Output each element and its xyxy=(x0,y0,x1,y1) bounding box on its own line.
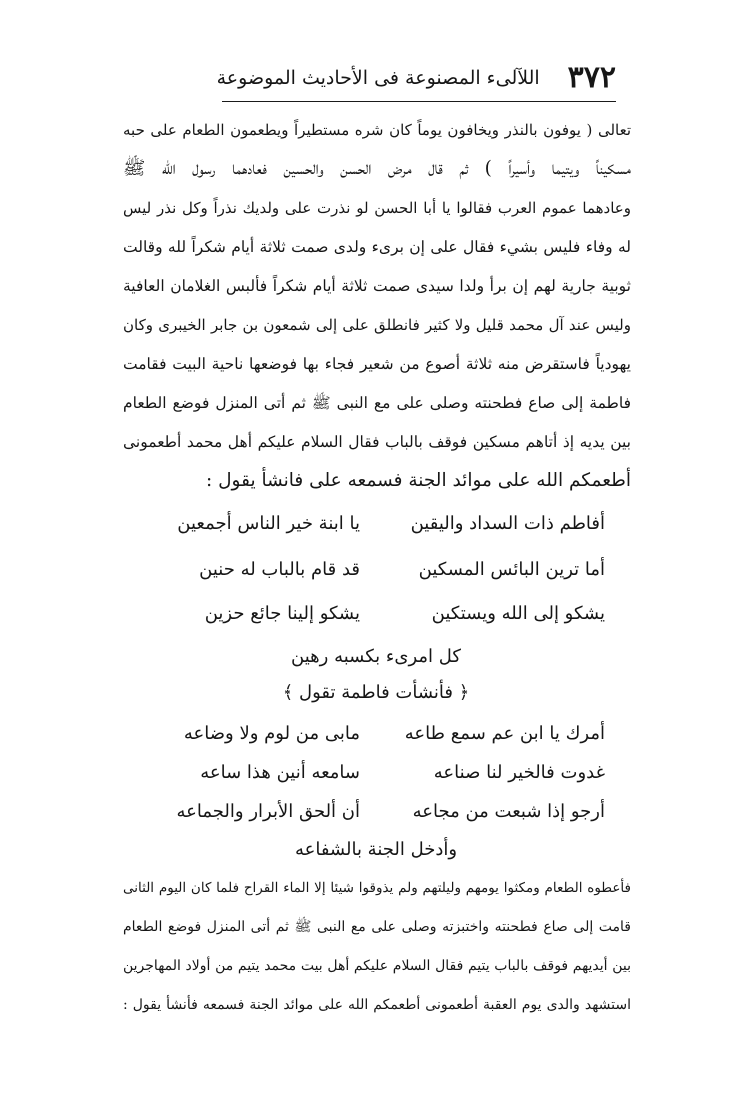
text-line: تعالى ( يوفون بالنذر ويخافون يوماً كان شره مستطيراً ويطعمون الطعام على حبه xyxy=(123,121,631,139)
text-line: بين أيديهم فوقف بالباب يتيم فقال السلام عليكم أهل بيت محمد يتيم من أولاد المهاجرين xyxy=(123,958,631,974)
verse-hemistich-left: يشكو إلينا جائع حزين xyxy=(204,603,360,624)
text-line: أطعمكم الله على موائد الجنة فسمعه على فانشأ يقول : xyxy=(205,470,631,491)
verse-hemistich-right: أما ترين البائس المسكين xyxy=(418,559,605,580)
text-line: قامت إلى صاع فطحنته واختبزته وصلى على مع النبى ﷺ ثم أتى المنزل فوضع الطعام xyxy=(123,919,631,935)
text-line: وعادهما عموم العرب فقالوا يا أبا الحسن لو نذرت على ولديك نذراً وكل نذر ليس xyxy=(123,199,631,217)
verse-hemistich-left: سامعه أنين هذا ساعه xyxy=(200,762,360,783)
header-rule xyxy=(222,101,616,102)
running-title: اللآلىء المصنوعة فى الأحاديث الموضوعة xyxy=(216,67,540,89)
page-header xyxy=(216,58,616,98)
text-line: ثوبية جارية لهم إن برأ ولدا سيدى صمت ثلاثة أيام شكراً فألبس الغلامان العافية xyxy=(123,277,631,295)
verse-hemistich-left: قد قام بالباب له حنين xyxy=(199,559,360,580)
verse-hemistich-left: مابى من لوم ولا وضاعه xyxy=(183,723,360,744)
verse-hemistich-right: غدوت فالخير لنا صناعه xyxy=(433,762,605,783)
verse-closing-line: وأدخل الجنة بالشفاعه xyxy=(294,839,458,860)
section-heading: ﴿ فأنشأت فاطمة تقول ﴾ xyxy=(282,682,470,703)
text-line: يهودياً فاستقرض منه ثلاثة أصوع من شعير فجاء بها فوضعها ناحية البيت فقامت xyxy=(123,355,631,373)
verse-hemistich-left: أن ألحق الأبرار والجماعه xyxy=(176,801,360,822)
verse-hemistich-right: أمرك يا ابن عم سمع طاعه xyxy=(404,723,605,744)
text-line: فاطمة إلى صاع فطحنته وصلى على مع النبى ﷺ ثم أتى المنزل فوضع الطعام xyxy=(123,394,631,412)
text-line: له وفاء فليس بشيء فقال على إن برىء ولدى صمت ثلاثة أيام شكراً لله وقالت xyxy=(123,238,631,256)
text-line: وليس عند آل محمد قليل ولا كثير فانطلق على إلى شمعون بن جابر الخيبرى وكان xyxy=(123,316,631,334)
verse-hemistich-left: يا ابنة خير الناس أجمعين xyxy=(177,513,360,534)
verse-hemistich-right: أفاطم ذات السداد واليقين xyxy=(410,513,605,534)
page-number: ٣٧٢ xyxy=(567,60,616,95)
verse-closing-line: كل امرىء بكسبه رهين xyxy=(291,646,461,667)
text-line: فأعطوه الطعام ومكثوا يومهم وليلتهم ولم يذوقوا شيئا إلا الماء القراح فلما كان اليوم الثانى xyxy=(123,880,631,896)
text-line: مسكيناً ويتيما وأسيراً ) ثم قال مرض الحسن والحسين فعادهما رسول الله ﷺ xyxy=(123,158,631,179)
verse-hemistich-right: أرجو إذا شبعت من مجاعه xyxy=(412,801,605,822)
text-line: استشهد والدى يوم العقبة أطعمونى أطعمكم الله على موائد الجنة فسمعه فأنشأ يقول : xyxy=(123,997,631,1013)
text-line: بين يديه إذ أتاهم مسكين فوقف بالباب فقال السلام عليكم أهل محمد أطعمونى xyxy=(123,433,631,451)
verse-hemistich-right: يشكو إلى الله ويستكين xyxy=(431,603,605,624)
